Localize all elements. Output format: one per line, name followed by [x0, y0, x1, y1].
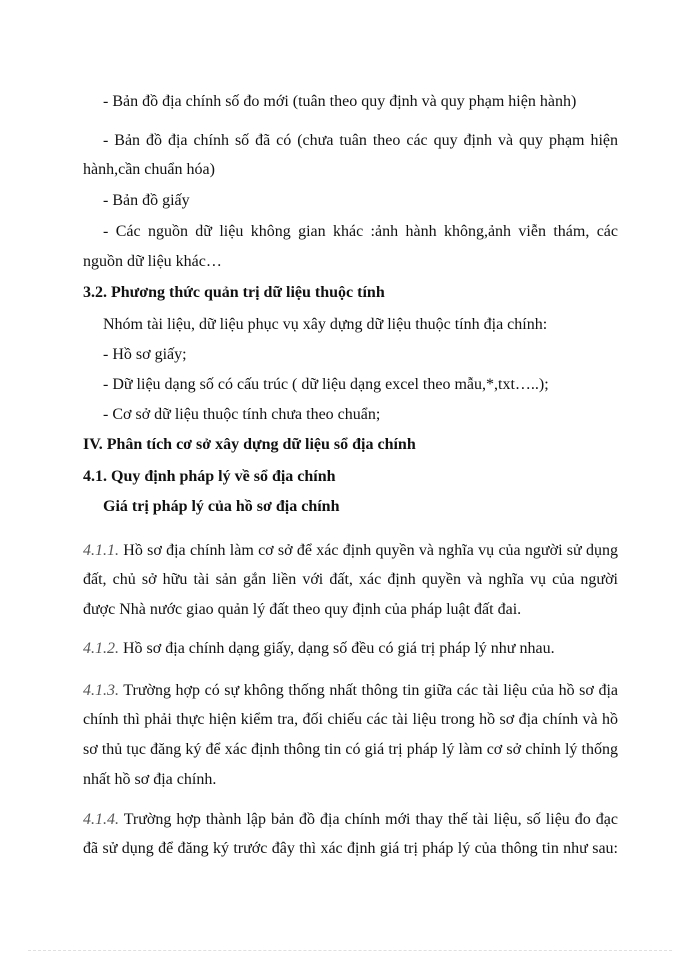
para-4-1-3-line-3: sơ thủ tục đăng ký để xác định thông tin có giá trị pháp lý làm cơ sở chỉnh lý thống [83, 741, 618, 758]
section-3-2-heading: 3.2. Phương thức quản trị dữ liệu thuộc tính [83, 284, 385, 301]
bullet-line-2: - Bản đồ địa chính số đã có (chưa tuân theo các quy định và quy phạm hiện [103, 132, 618, 149]
section-3-2-item-2: - Dữ liệu dạng số có cấu trúc ( dữ liệu dạng excel theo mẫu,*,txt…..); [103, 376, 549, 393]
para-4-1-2-line-1: 4.1.2. Hồ sơ địa chính dạng giấy, dạng số đều có giá trị pháp lý như nhau. [83, 640, 555, 657]
para-4-1-1-line-1: 4.1.1. Hồ sơ địa chính làm cơ sở để xác định quyền và nghĩa vụ của người sử dụng [83, 542, 618, 559]
section-4-heading: IV. Phân tích cơ sở xây dựng dữ liệu sổ địa chính [83, 436, 416, 453]
section-3-2-item-1: - Hồ sơ giấy; [103, 346, 187, 363]
section-3-2-item-3: - Cơ sở dữ liệu thuộc tính chưa theo chuẩn; [103, 406, 381, 423]
bullet-line-3: - Bản đồ giấy [103, 192, 190, 209]
section-4-1-heading: 4.1. Quy định pháp lý về sổ địa chính [83, 468, 336, 485]
bullet-line-1: - Bản đồ địa chính số đo mới (tuân theo quy định và quy phạm hiện hành) [103, 93, 577, 110]
para-4-1-1-number: 4.1.1. [83, 542, 119, 559]
para-4-1-2-number: 4.1.2. [83, 640, 119, 657]
section-3-2-intro: Nhóm tài liệu, dữ liệu phục vụ xây dựng dữ liệu thuộc tính địa chính: [103, 316, 548, 333]
para-4-1-4-number: 4.1.4. [83, 811, 119, 828]
bullet-line-4: - Các nguồn dữ liệu không gian khác :ảnh hành không,ảnh viễn thám, các [103, 223, 618, 240]
section-4-1-subheading: Giá trị pháp lý của hồ sơ địa chính [103, 498, 340, 515]
para-4-1-1-line-3: được Nhà nước giao quản lý đất theo quy định của pháp luật đất đai. [83, 601, 522, 618]
bullet-line-2-cont: hành,cần chuẩn hóa) [83, 161, 215, 178]
para-4-1-3-line-4: nhất hồ sơ địa chính. [83, 771, 217, 788]
page-bottom-divider [28, 950, 672, 951]
para-4-1-3-number: 4.1.3. [83, 682, 119, 699]
bullet-line-4-cont: nguồn dữ liệu khác… [83, 253, 222, 270]
para-4-1-4-line-2: đã sử dụng để đăng ký trước đây thì xác định giá trị pháp lý của thông tin như sau: [83, 840, 618, 857]
para-4-1-3-line-1: 4.1.3. Trường hợp có sự không thống nhất thông tin giữa các tài liệu của hồ sơ địa [83, 682, 618, 699]
para-4-1-4-line-1: 4.1.4. Trường hợp thành lập bản đồ địa chính mới thay thế tài liệu, số liệu đo đạc [83, 811, 618, 828]
para-4-1-1-line-2: đất, chủ sở hữu tài sản gắn liền với đất, xác định quyền và nghĩa vụ của người [83, 571, 618, 588]
para-4-1-3-line-2: chính thì phải thực hiện kiểm tra, đối chiếu các tài liệu trong hồ sơ địa chính và hồ [83, 711, 618, 728]
